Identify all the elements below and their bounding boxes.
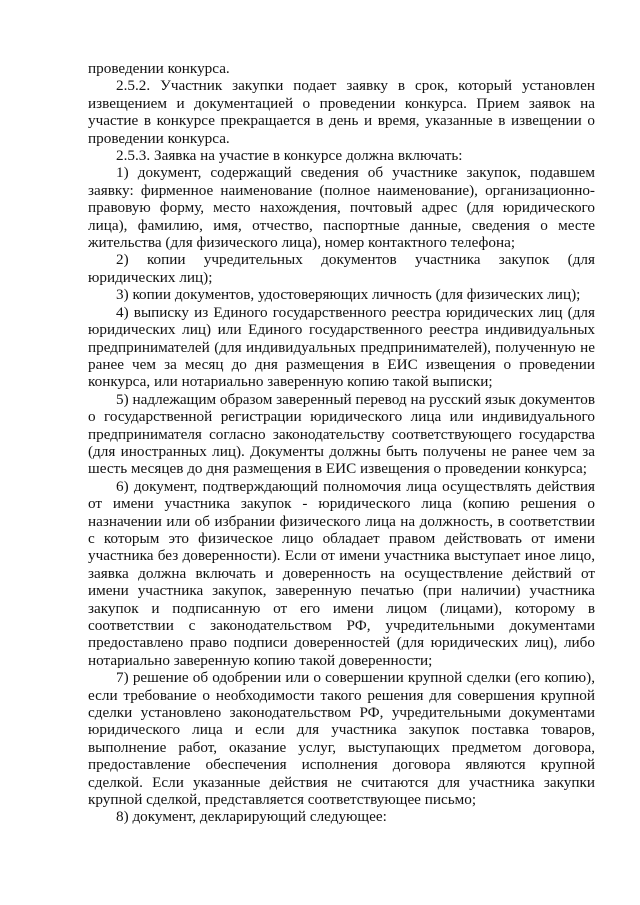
paragraph-2-5-2: 2.5.2. Участник закупки подает заявку в срок, который установлен извещением и документацией о проведении конкурса. Прием заявок на участие в конкурсе прекращается в день и время, указанные в извещении о проведении конкурса.	[88, 77, 595, 147]
list-item-8: 8) документ, декларирующий следующее:	[116, 808, 387, 826]
list-item-4: 4) выписку из Единого государственного реестра юридических лиц (для юридических лиц) или Единого государственного реестра индивидуальных предпринимателей (для индивидуальных предпринимателей), полученную не ранее чем за месяц до дня размещения в ЕИС извещения о проведении конкурса, или нотариально заверенную копию такой выписки;	[88, 303, 595, 391]
paragraph-2-5-3: 2.5.3. Заявка на участие в конкурсе должна включать:	[116, 147, 463, 165]
list-item-1: 1) документ, содержащий сведения об участнике закупок, подавшем заявку: фирменное наименование (полное наименование), организационно-правовую форму, место нахождения, почтовый адрес (для юридического лица), фамилию, имя, отчество, паспортные данные, сведения о месте жительства (для физического лица), номер контактного телефона;	[88, 164, 595, 252]
list-item-5: 5) надлежащим образом заверенный перевод на русский язык документов о государственной регистрации юридического лица или индивидуального предпринимателя согласно законодательству соответствующего государства (для иностранных лиц). Документы должны быть получены не ранее чем за шесть месяцев до дня размещения в ЕИС извещения о проведении конкурса;	[88, 390, 595, 478]
list-item-7: 7) решение об одобрении или о совершении крупной сделки (его копию), если требование о необходимости такого решения для совершения крупной сделки установлено законодательством РФ, учредительными документами юридического лица и если для участника закупок поставка товаров, выполнение работ, оказание услуг, выступающих предметом договора, предоставление обеспечения исполнения договора являются крупной сделкой. Если указанные действия не считаются для участника закупки крупной сделкой, представляется соответствующее письмо;	[88, 669, 595, 809]
list-item-6: 6) документ, подтверждающий полномочия лица осуществлять действия от имени участника закупок - юридического лица (копию решения о назначении или об избрании физического лица на должность, в соответствии с которым это физическое лицо обладает правом действовать от имени участника без доверенности). Если от имени участника выступает иное лицо, заявка должна включать и доверенность на осуществление действий от имени участника закупок, заверенную печатью (при наличии) участника закупок и подписанную от его имени лицом (лицами), которому в соответствии с законодательством РФ, учредительными документами предоставлено право подписи доверенностей (для юридических лиц), либо нотариально заверенную копию такой доверенности;	[88, 477, 595, 669]
list-item-2: 2) копии учредительных документов участника закупок (для юридических лиц);	[88, 251, 595, 286]
document-body	[88, 60, 595, 826]
paragraph-continuation: проведении конкурса.	[88, 60, 230, 77]
list-item-3: 3) копии документов, удостоверяющих личность (для физических лиц);	[116, 286, 581, 304]
